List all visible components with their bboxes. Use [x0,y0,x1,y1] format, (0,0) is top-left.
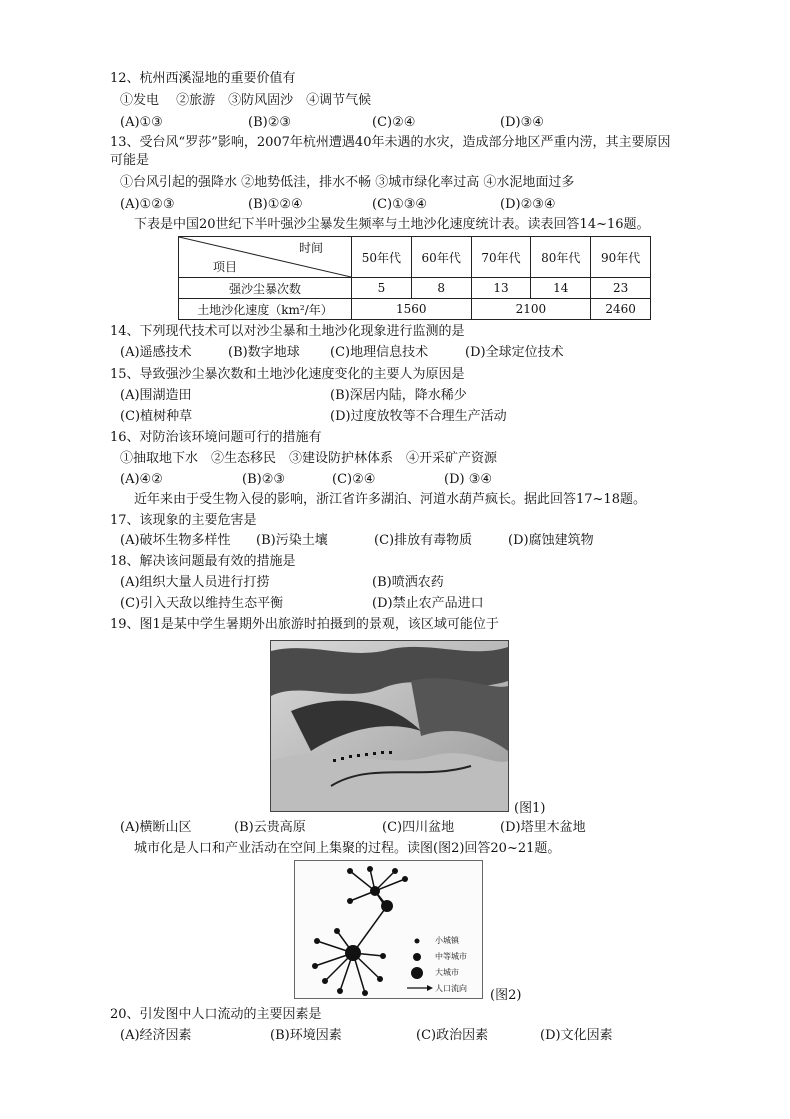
q13-option-c[interactable]: (C)①③④ [372,197,428,212]
q19-stem: 19、图1是某中学生暑期外出旅游时拍摄到的景观，该区域可能位于 [110,617,499,632]
table-cell: 14 [531,278,591,299]
table-cell: 2460 [591,299,651,320]
intro-20: 城市化是人口和产业活动在空间上集聚的过程。读图(图2)回答20~21题。 [134,841,561,856]
q14-option-a[interactable]: (A)遥感技术 [120,345,192,360]
q12-option-b[interactable]: (B)②③ [248,115,292,130]
row-label: 强沙尘暴次数 [179,278,352,299]
table-diagonal-header [179,237,352,278]
q13-stem-line2: 可能是 [110,153,150,168]
header-time: 时间 [298,241,323,255]
table-cell: 23 [591,278,651,299]
q15-stem: 15、导致强沙尘暴次数和土地沙化速度变化的主要人为原因是 [110,367,465,382]
q20-option-c[interactable]: (C)政治因素 [416,1028,489,1043]
header-item: 项目 [213,260,238,274]
q12-stem: 12、杭州西溪湿地的重要价值有 [110,71,296,86]
q15-option-b[interactable]: (B)深居内陆，降水稀少 [330,388,467,403]
diagonal-line [179,237,351,277]
table-cell: 13 [471,278,531,299]
q16-stem: 16、对防治该环境问题可行的措施有 [110,430,322,445]
q13-option-d[interactable]: (D)②③④ [500,197,556,212]
header-decade: 90年代 [591,237,651,278]
table-cell: 2100 [471,299,591,320]
table-row [179,278,651,299]
q18-option-c[interactable]: (C)引入天敌以维持生态平衡 [120,596,284,611]
q19-option-d[interactable]: (D)塔里木盆地 [500,820,586,835]
q18-option-d[interactable]: (D)禁止农产品进口 [372,596,484,611]
q12-items: ①发电 ②旅游 ③防风固沙 ④调节气候 [120,93,372,108]
header-decade: 60年代 [411,237,471,278]
legend-medium-city: 中等城市 [435,952,467,961]
q16-option-d[interactable]: (D) ③④ [444,472,493,487]
q17-option-c[interactable]: (C)排放有毒物质 [374,533,473,548]
q18-option-a[interactable]: (A)组织大量人员进行打捞 [120,575,270,590]
legend-large-city: 大城市 [435,968,459,977]
q20-option-a[interactable]: (A)经济因素 [120,1028,192,1043]
q14-option-c[interactable]: (C)地理信息技术 [330,345,429,360]
desert-dunes-image [271,641,508,811]
q17-option-b[interactable]: (B)污染土壤 [256,533,328,548]
figure1-caption: (图1) [514,801,546,816]
q19-option-b[interactable]: (B)云贵高原 [234,820,306,835]
q12-option-c[interactable]: (C)②④ [372,115,416,130]
intro-17: 近年来由于受生物入侵的影响，浙江省许多湖泊、河道水葫芦疯长。据此回答17~18题。 [134,492,646,507]
table-row [179,299,651,320]
header-decade: 70年代 [471,237,531,278]
stats-table [178,236,651,320]
q15-option-c[interactable]: (C)植树种草 [120,409,193,424]
q13-items: ①台风引起的强降水 ②地势低洼，排水不畅 ③城市绿化率过高 ④水泥地面过多 [120,175,575,190]
q12-option-a[interactable]: (A)①③ [120,115,163,130]
q13-option-a[interactable]: (A)①②③ [120,197,175,212]
table-cell: 5 [352,278,412,299]
row-label: 土地沙化速度（km²/年） [179,299,352,320]
q16-option-c[interactable]: (C)②④ [332,472,376,487]
header-decade: 50年代 [352,237,412,278]
legend-population-flow: 人口流向 [435,984,467,993]
q20-option-d[interactable]: (D)文化因素 [540,1028,613,1043]
q14-option-b[interactable]: (B)数字地球 [228,345,300,360]
q18-stem: 18、解决该问题最有效的措施是 [110,554,296,569]
table-cell: 1560 [352,299,472,320]
q15-option-a[interactable]: (A)围湖造田 [120,388,192,403]
q17-option-d[interactable]: (D)腐蚀建筑物 [508,533,594,548]
table-cell: 8 [411,278,471,299]
desert-photo [270,640,509,812]
legend-small-town: 小城镇 [435,936,459,945]
q14-option-d[interactable]: (D)全球定位技术 [465,345,564,360]
header-decade: 80年代 [531,237,591,278]
figure2-network-diagram [294,860,483,999]
q19-option-a[interactable]: (A)横断山区 [120,820,192,835]
q12-option-d[interactable]: (D)③④ [500,115,544,130]
table-intro: 下表是中国20世纪下半叶强沙尘暴发生频率与土地沙化速度统计表。读表回答14~16题。 [134,217,650,232]
q15-option-d[interactable]: (D)过度放牧等不合理生产活动 [330,409,507,424]
q16-option-b[interactable]: (B)②③ [242,472,286,487]
q16-option-a[interactable]: (A)④② [120,472,163,487]
q13-stem-line1: 13、受台风“罗莎”影响，2007年杭州遭遇40年未遇的水灾，造成部分地区严重内涝，其主要原因 [110,135,671,150]
q17-stem: 17、该现象的主要危害是 [110,513,257,528]
figure2-caption: (图2) [490,988,522,1003]
q17-option-a[interactable]: (A)破坏生物多样性 [120,533,231,548]
q19-option-c[interactable]: (C)四川盆地 [382,820,455,835]
q20-stem: 20、引发图中人口流动的主要因素是 [110,1007,322,1022]
q20-option-b[interactable]: (B)环境因素 [270,1028,342,1043]
q14-stem: 14、下列现代技术可以对沙尘暴和土地沙化现象进行监测的是 [110,324,465,339]
q18-option-b[interactable]: (B)喷洒农药 [372,575,444,590]
q13-option-b[interactable]: (B)①②④ [248,197,303,212]
q16-items: ①抽取地下水 ②生态移民 ③建设防护林体系 ④开采矿产资源 [120,451,498,466]
